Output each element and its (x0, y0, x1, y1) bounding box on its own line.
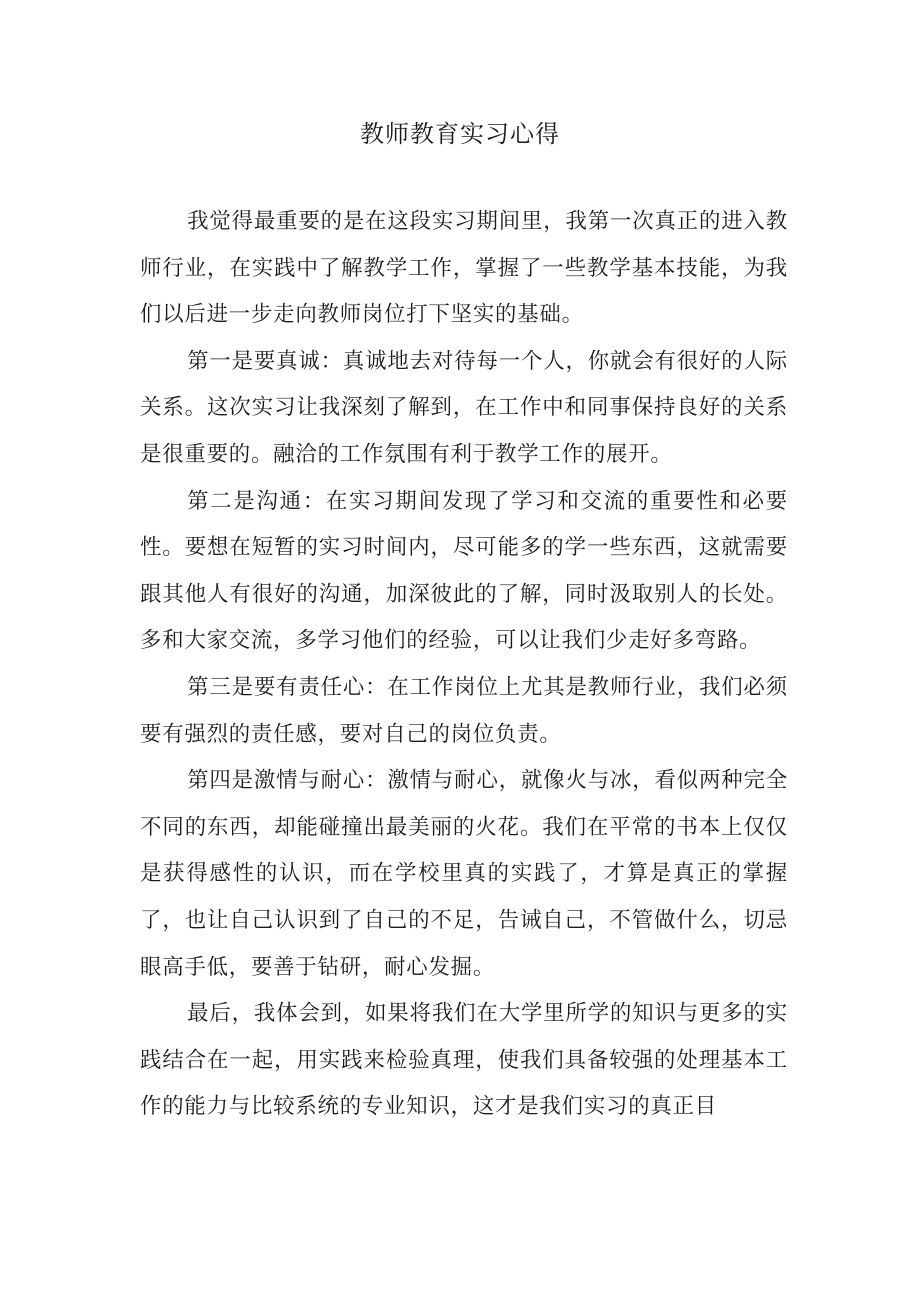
paragraph-sincerity: 第一是要真诚：真诚地去对待每一个人，你就会有很好的人际关系。这次实习让我深刻了解到，在工作中和同事保持良好的关系是很重要的。融洽的工作氛围有利于教学工作的展开。 (140, 348, 788, 467)
document-title: 教师教育实习心得 (360, 120, 560, 148)
paragraph-passion-patience: 第四是激情与耐心：激情与耐心，就像火与冰，看似两种完全不同的东西，却能碰撞出最美丽的火花。我们在平常的书本上仅仅是获得感性的认识，而在学校里真的实践了，才算是真正的掌握了，也让自己认识到了自己的不足，告诫自己，不管做什么，切忌眼高手低，要善于钻研，耐心发掘。 (140, 768, 788, 980)
document-body (140, 199, 788, 1131)
paragraph-intro: 我觉得最重要的是在这段实习期间里，我第一次真正的进入教师行业，在实践中了解教学工作，掌握了一些教学基本技能，为我们以后进一步走向教师岗位打下坚实的基础。 (140, 209, 788, 328)
paragraph-conclusion: 最后，我体会到，如果将我们在大学里所学的知识与更多的实践结合在一起，用实践来检验真理，使我们具备较强的处理基本工作的能力与比较系统的专业知识，这才是我们实习的真正目 (140, 1001, 788, 1120)
paragraph-communication: 第二是沟通：在实习期间发现了学习和交流的重要性和必要性。要想在短暂的实习时间内，尽可能多的学一些东西，这就需要跟其他人有很好的沟通，加深彼此的了解，同时汲取别人的长处。多和大家交流，多学习他们的经验，可以让我们少走好多弯路。 (140, 488, 788, 654)
paragraph-responsibility: 第三是要有责任心：在工作岗位上尤其是教师行业，我们必须要有强烈的责任感，要对自己的岗位负责。 (140, 674, 788, 747)
